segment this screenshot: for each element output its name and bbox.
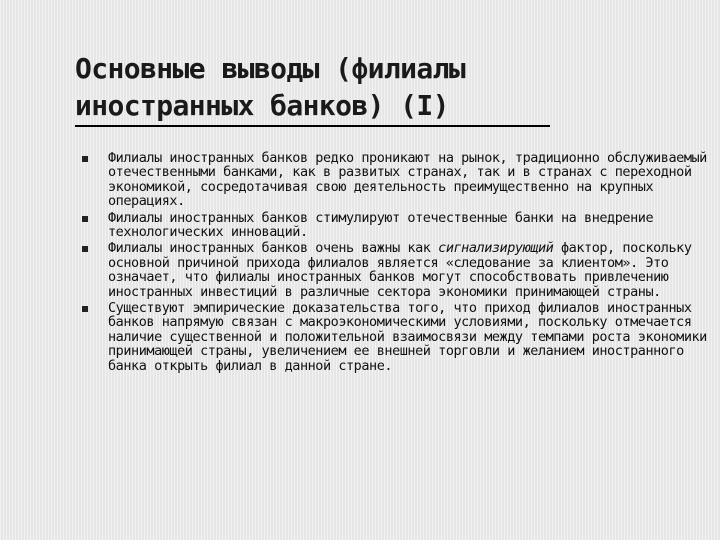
title-line-1: Основные выводы (филиалы [75, 52, 466, 85]
title-line-2: иностранных банков) (I) [75, 89, 449, 122]
bullet-text-3-emphasis: сигнализирующий [438, 240, 554, 257]
bullet-item-1 [82, 151, 707, 209]
bullet-text-3-before: Филиалы иностранных банков очень важны как [108, 240, 439, 257]
title-underline [75, 125, 550, 127]
bullet-text-3-after: фактор, поскольку основной причиной прихода филиалов является «следование за клиентом». Это означает, что филиалы иностранных банков могут способствовать привлечению иностранных инвестиций в различные сектора экономики принимающей страны. [108, 240, 692, 300]
square-bullet-icon [82, 216, 88, 222]
square-bullet-icon [82, 246, 88, 252]
bullet-text-1 [108, 151, 707, 209]
bullet-text-4-main: Существуют эмпирические доказательства того, что приход филиалов иностранных банков напрямую связан с макроэкономическими условиями, поскольку отмечается наличие существенной и положительной взаимосвязи между темпами роста экономики принимающей страны, увеличением ее внешней торговли и желанием иностранного банка открыть филиал в данной стране. [108, 300, 707, 374]
square-bullet-icon [82, 306, 88, 312]
square-bullet-icon [82, 156, 88, 162]
bullet-text-1-main: Филиалы иностранных банков редко проникают на рынок, традиционно обслуживаемый отечественными банками, как в развитых странах, так и в странах с переходной экономикой, сосредотачивая свою деятельность преимущественно на крупных операциях. [108, 150, 707, 210]
bullet-text-3 [108, 241, 707, 299]
bullet-text-2-main: Филиалы иностранных банков стимулируют отечественные банки на внедрение технологических инноваций. [108, 209, 654, 241]
bullet-item-3 [82, 241, 707, 299]
bullet-item-2 [82, 211, 707, 240]
bullet-text-2 [108, 211, 707, 240]
slide-title [75, 50, 695, 124]
bullet-text-4 [108, 301, 707, 373]
bullet-item-4 [82, 301, 707, 373]
bullet-list [82, 151, 707, 375]
